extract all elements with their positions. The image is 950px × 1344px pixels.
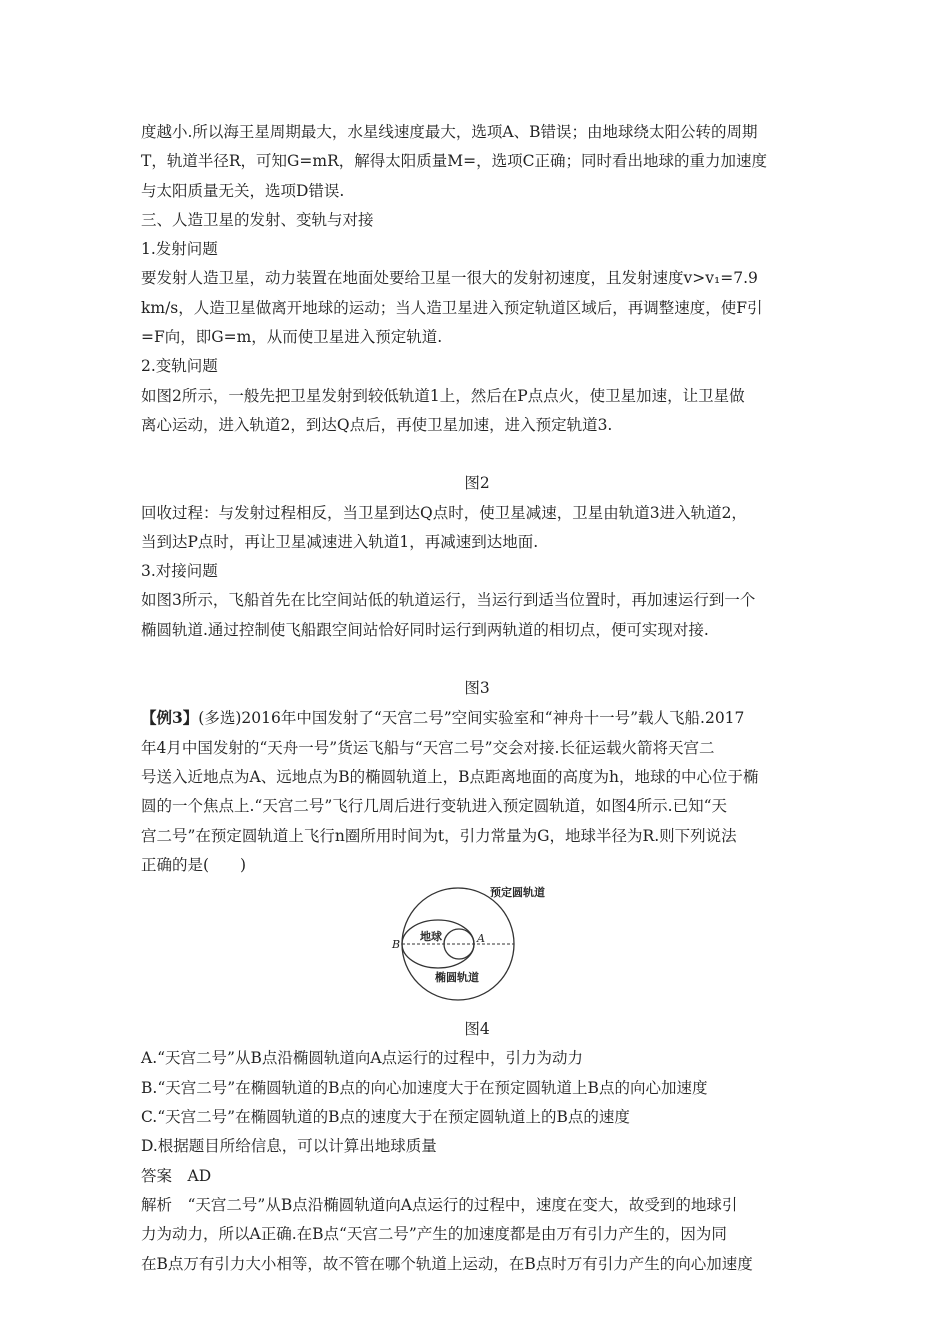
text-line: 离心运动，进入轨道2，到达Q点后，再使卫星加速，进入预定轨道3. [141, 415, 613, 434]
text-line: 当到达P点时，再让卫星减速进入轨道1，再减速到达地面. [141, 532, 539, 551]
section-heading: 三、人造卫星的发射、变轨与对接 [141, 210, 374, 229]
text-line: =F向，即G=m，从而使卫星进入预定轨道. [141, 328, 443, 347]
figure-2-placeholder [141, 440, 813, 469]
figure-3-placeholder [141, 645, 813, 674]
text-line: 如图3所示，飞船首先在比空间站低的轨道运行，当运行到适当位置时，再加速运行到一个 [141, 591, 756, 610]
subsection-heading: 1.发射问题 [141, 240, 218, 259]
example-text: (多选)2016年中国发射了“天宫二号”空间实验室和“神舟十一号”载人飞船.2017 [198, 709, 745, 728]
subsection-heading: 3.对接问题 [141, 562, 218, 581]
text-line: 度越小.所以海王星周期最大，水星线速度最大，选项A、B错误；由地球绕太阳公转的周期 [141, 123, 758, 141]
text-line: 如图2所示，一般先把卫星发射到较低轨道1上，然后在P点点火，使卫星加速，让卫星做 [141, 386, 745, 405]
example-first-line [141, 703, 813, 733]
preset-orbit-label: 预定圆轨道 [490, 886, 545, 900]
point-b-label: B [392, 938, 401, 952]
figure-3-caption: 图3 [464, 679, 490, 698]
option-c: C.“天宫二号”在椭圆轨道的B点的速度大于在预定圆轨道上的B点的速度 [141, 1108, 630, 1127]
text-line: 与太阳质量无关，选项D错误. [141, 181, 345, 200]
figure-4 [141, 880, 813, 1015]
example-line: 号送入近地点为A、远地点为B的椭圆轨道上，B点距离地面的高度为h，地球的中心位于椭 [141, 767, 759, 786]
text-line: 椭圆轨道.通过控制使飞船跟空间站恰好同时运行到两轨道的相切点，便可实现对接. [141, 620, 709, 639]
option-a: A.“天宫二号”从B点沿椭圆轨道向A点运行的过程中，引力为动力 [141, 1049, 584, 1068]
analysis-line: 解析 “天宫二号”从B点沿椭圆轨道向A点运行的过程中，速度在变大，故受到的地球引 [141, 1195, 738, 1214]
text-line: 回收过程：与发射过程相反，当卫星到达Q点时，使卫星减速，卫星由轨道3进入轨道2， [141, 503, 747, 522]
figure-4-caption: 图4 [464, 1020, 490, 1039]
orbit-diagram [393, 882, 563, 1010]
example-line: 正确的是( ) [141, 855, 247, 874]
point-a-label: A [477, 932, 485, 946]
subsection-heading: 2.变轨问题 [141, 357, 218, 376]
example-tag: 【例3】 [141, 708, 199, 728]
text-line: 要发射人造卫星，动力装置在地面处要给卫星一很大的发射初速度，且发射速度v>v₁=7.9 [141, 269, 758, 288]
figure-2-caption: 图2 [464, 474, 490, 493]
text-line: T，轨道半径R，可知G=mR，解得太阳质量M=，选项C正确；同时看出地球的重力加速度 [141, 152, 767, 171]
ellipse-orbit-label: 椭圆轨道 [435, 971, 479, 985]
analysis-line: 力为动力，所以A正确.在B点“天宫二号”产生的加速度都是由万有引力产生的，因为同 [141, 1225, 727, 1244]
answer-line: 答案 AD [141, 1166, 212, 1185]
example-line: 年4月中国发射的“天舟一号”货运飞船与“天宫二号”交会对接.长征运载火箭将天宫二 [141, 738, 715, 757]
option-d: D.根据题目所给信息，可以计算出地球质量 [141, 1137, 437, 1156]
example-line: 圆的一个焦点上.“天宫二号”飞行几周后进行变轨进入预定圆轨道，如图4所示.已知“天 [141, 797, 727, 816]
text-line: km/s，人造卫星做离开地球的运动；当人造卫星进入预定轨道区域后，再调整速度，使F引 [141, 298, 763, 317]
document-body [141, 118, 813, 1279]
example-line: 宫二号”在预定圆轨道上飞行n圈所用时间为t，引力常量为G，地球半径为R.则下列说法 [141, 826, 737, 845]
earth-label: 地球 [420, 930, 442, 944]
option-b: B.“天宫二号”在椭圆轨道的B点的向心加速度大于在预定圆轨道上B点的向心加速度 [141, 1078, 708, 1097]
analysis-line: 在B点万有引力大小相等，故不管在哪个轨道上运动，在B点时万有引力产生的向心加速度 [141, 1254, 753, 1273]
